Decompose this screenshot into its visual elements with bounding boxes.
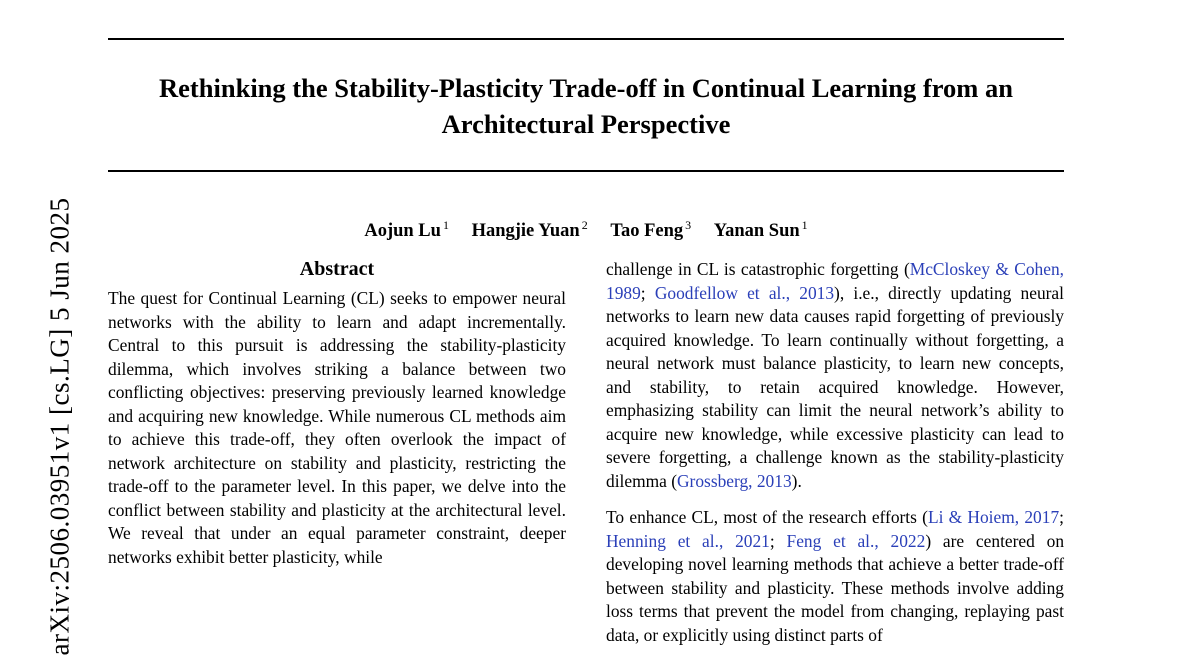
abstract-text: The quest for Continual Learning (CL) seeks to empower neural networks with the ability to learn and adapt incrementally. Central to this pursuit is addressing the stability-plasticity dilemma, which involves striking a balance between two conflicting objectives: preserving previously learned knowledge and acquiring new knowledge. While numerous CL methods aim to achieve this trade-off, they often overlook the impact of network architecture on stability and plasticity, restricting the trade-off to the parameter level. In this paper, we delve into the conflict between stability and plasticity at the architectural level. We reveal that under an equal parameter constraint, deeper networks exhibit better plasticity, while bbox=[108, 288, 566, 567]
intro-p2-text-1: To enhance CL, most of the research efforts ( bbox=[606, 507, 928, 527]
citation-goodfellow-2013[interactable]: Goodfellow et al., 2013 bbox=[654, 282, 835, 303]
author-2-affiliation: 2 bbox=[581, 218, 588, 232]
author-1-name: Aojun Lu bbox=[364, 221, 441, 242]
citation-grossberg-2013[interactable]: Grossberg, 2013 bbox=[677, 470, 792, 491]
arxiv-stamp: arXiv:2506.03951v1 [cs.LG] 5 Jun 2025 bbox=[44, 197, 75, 656]
citation-henning-2021[interactable]: Henning et al., 2021 bbox=[606, 530, 770, 551]
abstract-heading: Abstract bbox=[299, 258, 375, 280]
author-list bbox=[108, 218, 1064, 242]
citation-li-hoiem-2017[interactable]: Li & Hoiem, 2017 bbox=[927, 507, 1060, 527]
intro-p2-sep-1: ; bbox=[1059, 507, 1064, 527]
page-title: Rethinking the Stability-Plasticity Trade-off in Continual Learning from an Architectural Perspective bbox=[159, 73, 1013, 139]
right-column bbox=[606, 258, 1064, 660]
author-4 bbox=[713, 218, 808, 242]
intro-p2-sep-2: ; bbox=[769, 530, 787, 551]
author-3-name: Tao Feng bbox=[610, 221, 684, 242]
intro-paragraph-2 bbox=[606, 506, 1064, 647]
intro-p1-sep-1: ; bbox=[640, 282, 655, 303]
two-column-body bbox=[108, 258, 1064, 660]
paper-content bbox=[108, 0, 1064, 648]
intro-p1-text-3: ). bbox=[791, 470, 802, 491]
author-2-name: Hangjie Yuan bbox=[471, 221, 580, 242]
author-4-name: Yanan Sun bbox=[713, 221, 800, 242]
author-3 bbox=[610, 218, 692, 242]
citation-feng-2022[interactable]: Feng et al., 2022 bbox=[786, 530, 926, 551]
author-1 bbox=[364, 218, 449, 242]
author-1-affiliation: 1 bbox=[442, 218, 449, 232]
author-3-affiliation: 3 bbox=[685, 218, 692, 232]
left-column bbox=[108, 258, 566, 660]
title-rule-top bbox=[108, 38, 1064, 40]
intro-p1-text-2: ), i.e., directly updating neural networks to learn new data causes rapid forgetting of previously acquired knowledge. To learn continually without forgetting, a neural network must balance plasticity, to learn new concepts, and stability, to retain acquired knowledge. However, emphasizing stability can limit the neural network’s ability to acquire new knowledge, while excessive plasticity can lead to severe forgetting, a challenge known as the stability-plasticity dilemma ( bbox=[606, 282, 1064, 491]
intro-p1-text-1: challenge in CL is catastrophic forgetting ( bbox=[606, 259, 910, 279]
intro-paragraph-1 bbox=[606, 258, 1064, 493]
citation-mccloskey-cohen-1989[interactable]: McCloskey & Cohen, 1989 bbox=[606, 259, 1064, 303]
title-rule-bottom bbox=[108, 170, 1064, 172]
author-2 bbox=[471, 218, 588, 242]
intro-p2-text-2: ) are centered on developing novel learning methods that achieve a better trade-off between stability and plasticity. These methods involve adding loss terms that prevent the model from changing, replaying past data, or explicitly using distinct parts of bbox=[606, 530, 1065, 645]
author-4-affiliation: 1 bbox=[801, 218, 808, 232]
